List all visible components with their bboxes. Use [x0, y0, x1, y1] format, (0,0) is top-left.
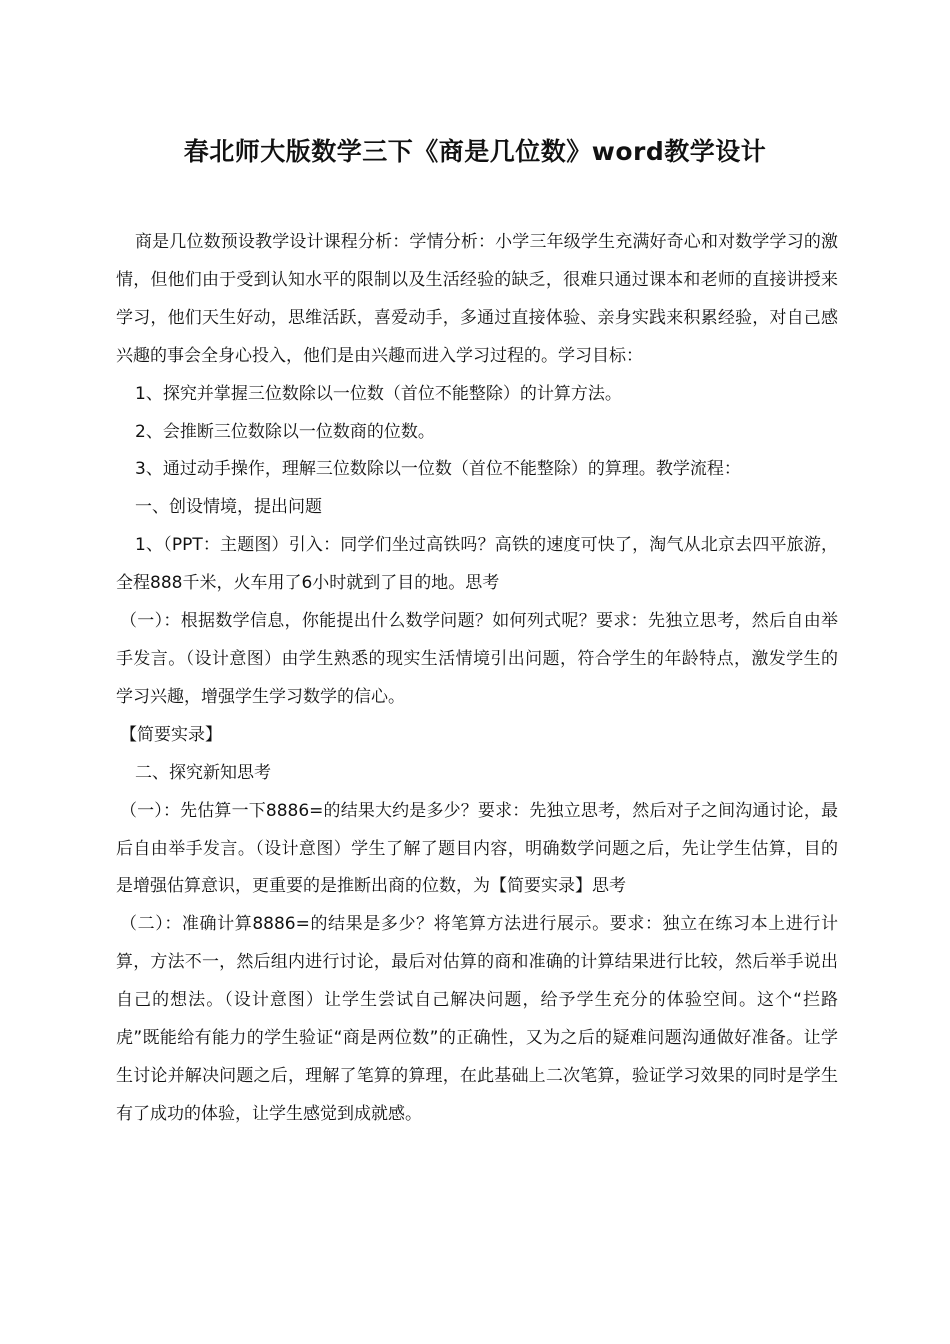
- document-body: [116, 224, 838, 1134]
- paragraph-intro-ppt: 1、（PPT：主题图）引入：同学们坐过高铁吗？高铁的速度可快了，淘气从北京去四平旅游，全程888千米，火车用了6小时就到了目的地。思考: [116, 535, 838, 594]
- paragraph-goal-3: 3、通过动手操作，理解三位数除以一位数（首位不能整除）的算理。教学流程：: [135, 459, 741, 480]
- paragraph-think-1: （一）：根据数学信息，你能提出什么数学问题？如何列式呢？要求：先独立思考，然后自由举手发言。（设计意图）由学生熟悉的现实生活情境引出问题，符合学生的年龄特点，激发学生的学习兴趣，增强学生学习数学的信心。: [116, 611, 838, 707]
- section-heading-2: 二、探究新知思考: [135, 762, 271, 783]
- paragraph-exact-calc: （二）：准确计算8886=的结果是多少？将笔算方法进行展示。要求：独立在练习本上进行计算，方法不一，然后组内进行讨论，最后对估算的商和准确的计算结果进行比较，然后举手说出自己的想法。（设计意图）让学生尝试自己解决问题，给予学生充分的体验空间。这个“拦路虎”既能给有能力的学生验证“商是两位数”的正确性，又为之后的疑难问题沟通做好准备。让学生讨论并解决问题之后，理解了笔算的算理，在此基础上二次笔算，验证学习效果的同时是学生有了成功的体验，让学生感觉到成就感。: [116, 914, 838, 1124]
- paragraph-goal-1: 1、探究并掌握三位数除以一位数（首位不能整除）的计算方法。: [135, 383, 622, 404]
- paragraph-estimate: （一）：先估算一下8886=的结果大约是多少？要求：先独立思考，然后对子之间沟通讨论，最后自由举手发言。（设计意图）学生了解了题目内容，明确数学问题之后，先让学生估算，目的是增强估算意识，更重要的是推断出商的位数，为【简要实录】思考: [116, 800, 838, 897]
- paragraph-goal-2: 2、会推断三位数除以一位数商的位数。: [135, 421, 435, 442]
- section-heading-1: 一、创设情境，提出问题: [135, 497, 322, 518]
- paragraph-record: 【简要实录】: [120, 724, 222, 745]
- document-title: 春北师大版数学三下《商是几位数》word教学设计: [183, 137, 767, 166]
- paragraph-intro: 商是几位数预设教学设计课程分析：学情分析：小学三年级学生充满好奇心和对数学学习的激情，但他们由于受到认知水平的限制以及生活经验的缺乏，很难只通过课本和老师的直接讲授来学习，他们天生好动，思维活跃，喜爱动手，多通过直接体验、亲身实践来积累经验，对自己感兴趣的事会全身心投入，他们是由兴趣而进入学习过程的。学习目标：: [116, 232, 838, 366]
